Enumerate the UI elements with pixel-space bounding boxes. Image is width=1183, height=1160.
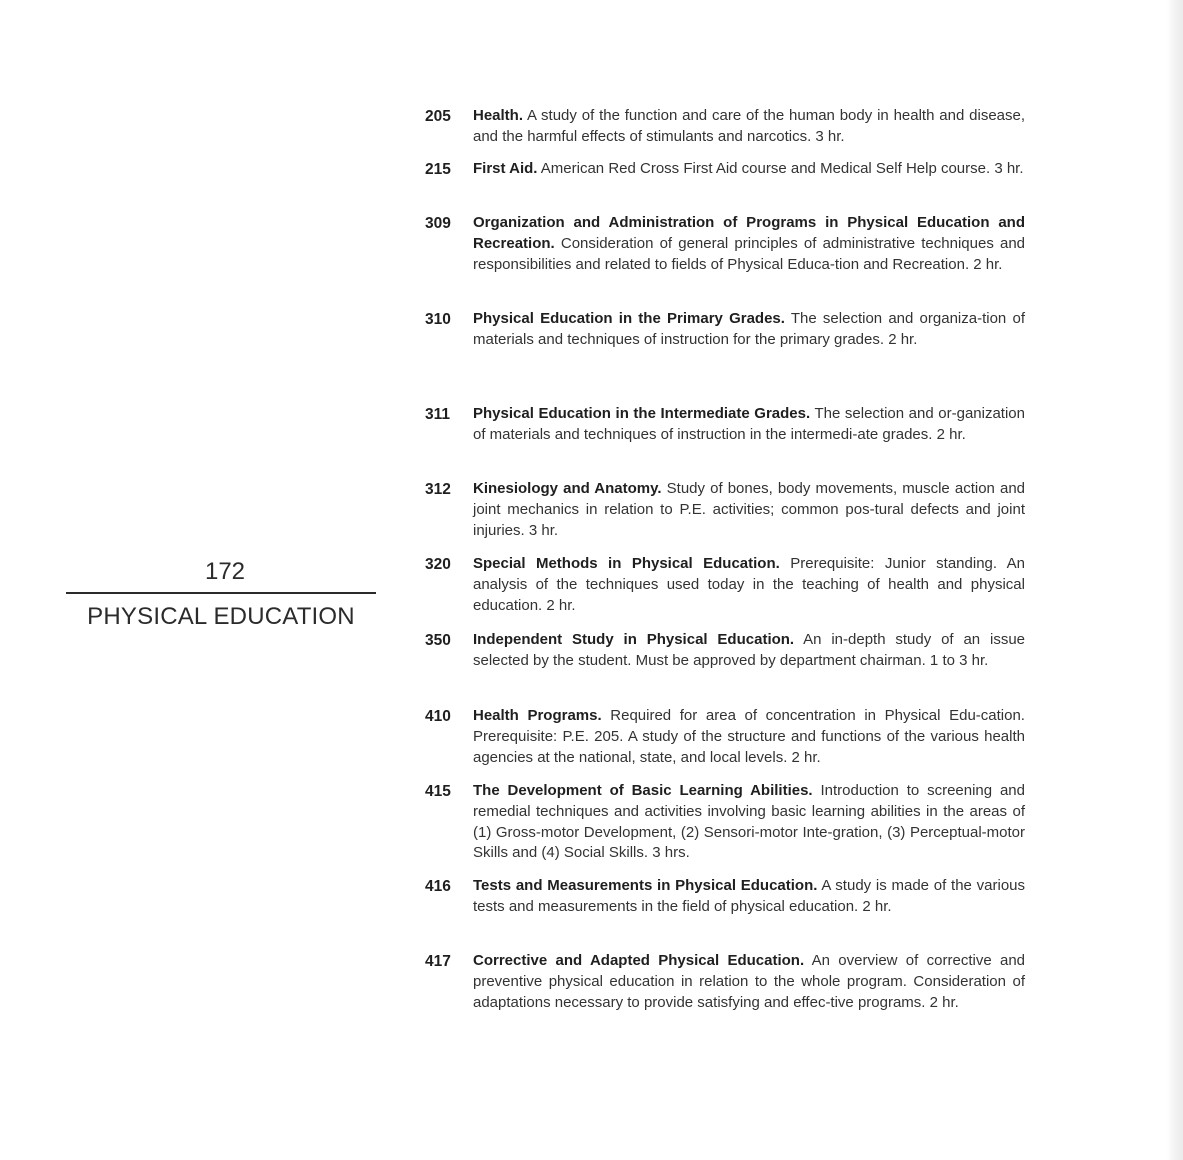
course-title: Organization and Administration of Programs in Physical Education and Recreation. [473,214,1025,252]
course-text [473,876,1025,918]
course-entry [425,554,1025,616]
course-text [473,479,1025,541]
course-number: 416 [425,878,451,895]
course-entry [425,479,1025,541]
course-description: A study is made of the various tests and measurements in the field of physical education. 2 hr. [473,877,1026,915]
course-text [473,781,1025,864]
course-title: Kinesiology and Anatomy. [473,480,662,497]
course-description: Prerequisite: Junior standing. An analysis of the techniques used today in the teaching of health and physical education. 2 hr. [473,555,1025,614]
course-entry [425,309,1025,351]
course-entry [425,706,1025,768]
course-title: First Aid. [473,160,538,177]
page-number: 172 [204,558,246,585]
course-number: 309 [425,215,451,232]
course-description: A study of the function and care of the human body in health and disease, and the harmful effects of stimulants and narcotics. 3 hr. [473,107,1026,145]
course-text [473,404,1025,446]
course-entry [425,404,1025,446]
page-sidebar [66,558,376,632]
course-text [473,159,1025,180]
course-number: 320 [425,556,451,573]
course-entry [425,213,1025,275]
course-description: Study of bones, body movements, muscle action and joint mechanics in relation to P.E. activities; common pos-tural defects and joint injuries. 3 hr. [473,480,1026,539]
course-number: 415 [425,783,451,800]
department-heading: PHYSICAL EDUCATION [87,603,355,630]
course-number: 417 [425,953,451,970]
course-description: An overview of corrective and preventive physical education in relation to the whole program. Consideration of adaptations necessary to provide satisfying and effec-tive programs. 2 hr. [473,952,1026,1011]
course-title: Health Programs. [473,707,602,724]
course-title: Tests and Measurements in Physical Education. [473,877,818,894]
course-number: 205 [425,108,451,125]
course-description: The selection and or-ganization of materials and techniques of instruction in the intermedi-ate grades. 2 hr. [473,405,1025,443]
course-title: Corrective and Adapted Physical Education. [473,952,805,969]
course-text [473,554,1025,616]
course-entry [425,630,1025,672]
course-title: Special Methods in Physical Education. [473,555,780,572]
course-entry [425,781,1025,864]
course-text [473,213,1025,275]
course-title: Physical Education in the Primary Grades. [473,310,785,327]
course-description: An in-depth study of an issue selected by the student. Must be approved by department chairman. 1 to 3 hr. [473,631,1026,669]
course-title: Physical Education in the Intermediate Grades. [473,405,811,422]
course-text [473,106,1025,148]
course-text [473,951,1025,1013]
page-gutter-shadow [1167,0,1183,1160]
course-entry [425,106,1025,148]
course-text [473,309,1025,351]
course-number: 310 [425,311,451,328]
course-number: 350 [425,632,451,649]
course-number: 312 [425,481,451,498]
course-description: Consideration of general principles of administrative techniques and responsibilities and related to fields of Physical Educa-tion and Recreation. 2 hr. [473,234,1025,273]
course-title: Health. [473,107,524,124]
course-description: American Red Cross First Aid course and Medical Self Help course. 3 hr. [540,160,1024,177]
course-title: The Development of Basic Learning Abilities. [473,782,813,799]
course-entry [425,876,1025,918]
course-entry [425,159,1025,180]
course-title: Independent Study in Physical Education. [473,631,795,648]
course-number: 311 [425,406,451,423]
course-text [473,706,1025,768]
course-description: Required for area of concentration in Physical Edu-cation. Prerequisite: P.E. 205. A study of the structure and functions of the various health agencies at the national, state, and local levels. 2 hr. [473,707,1025,766]
course-text [473,630,1025,672]
course-description: The selection and organiza-tion of materials and techniques of instruction for the primary grades. 2 hr. [473,310,1025,348]
course-number: 410 [425,708,451,725]
course-number: 215 [425,161,451,178]
course-entry [425,951,1025,1013]
course-description: Introduction to screening and remedial techniques and activities involving basic learning abilities in the areas of (1) Gross-motor Development, (2) Sensori-motor Inte-gration, (3) Perceptual-motor Skills and (4) Social Skills. 3 hrs. [473,782,1025,862]
